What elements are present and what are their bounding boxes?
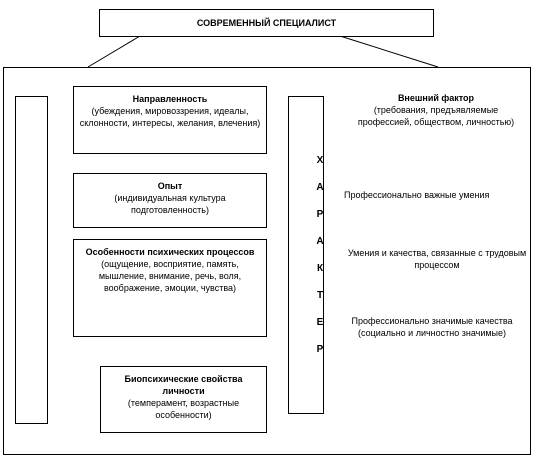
diagram-title: СОВРЕМЕННЫЙ СПЕЦИАЛИСТ bbox=[196, 18, 337, 28]
block-experience-text bbox=[95, 180, 245, 216]
professional-skills bbox=[344, 189, 510, 201]
block-biopsychic-desc: (темперамент, возрастные особенности) bbox=[127, 398, 240, 420]
work-process-skills-text: Умения и качества, связанные с трудовым процессом bbox=[347, 248, 527, 270]
character-letter: А bbox=[316, 182, 324, 193]
external-factor bbox=[346, 92, 526, 128]
block-biopsychic-heading: Биопсихические свойства личности bbox=[124, 374, 243, 396]
work-process-skills bbox=[344, 247, 530, 271]
left-vertical-bar bbox=[15, 96, 48, 424]
block-experience-desc: (индивидуальная культура подготовленность) bbox=[114, 193, 226, 215]
external-factor-heading: Внешний фактор bbox=[397, 93, 475, 103]
significant-qualities bbox=[344, 315, 520, 339]
character-letter: А bbox=[316, 236, 324, 247]
character-letter: К bbox=[316, 263, 324, 274]
block-experience-heading: Опыт bbox=[157, 181, 183, 191]
character-letter: Р bbox=[316, 209, 324, 220]
block-orientation-desc: (убеждения, мировоззрения, идеалы, склонности, интересы, желания, влечения) bbox=[79, 106, 261, 128]
significant-qualities-text: Профессионально значимые качества (социально и личностно значимые) bbox=[351, 316, 513, 338]
character-letter: Т bbox=[316, 290, 324, 301]
professional-skills-text: Профессионально важные умения bbox=[344, 190, 490, 200]
block-mental-processes-text bbox=[78, 246, 262, 294]
character-letter: Р bbox=[316, 344, 324, 355]
external-factor-desc: (требования, предъявляемые профессией, обществом, личностью) bbox=[357, 105, 515, 127]
block-mental-processes-desc: (ощущение, восприятие, память, мышление, внимание, речь, воля, воображение, эмоции, чувства) bbox=[98, 259, 242, 293]
block-biopsychic-text bbox=[103, 373, 264, 421]
character-letter: Х bbox=[316, 155, 324, 166]
block-mental-processes-heading: Особенности психических процессов bbox=[85, 247, 255, 257]
character-column bbox=[288, 96, 324, 414]
block-orientation-heading: Направленность bbox=[132, 94, 208, 104]
block-orientation-text bbox=[76, 93, 264, 129]
character-letter: Е bbox=[316, 317, 324, 328]
